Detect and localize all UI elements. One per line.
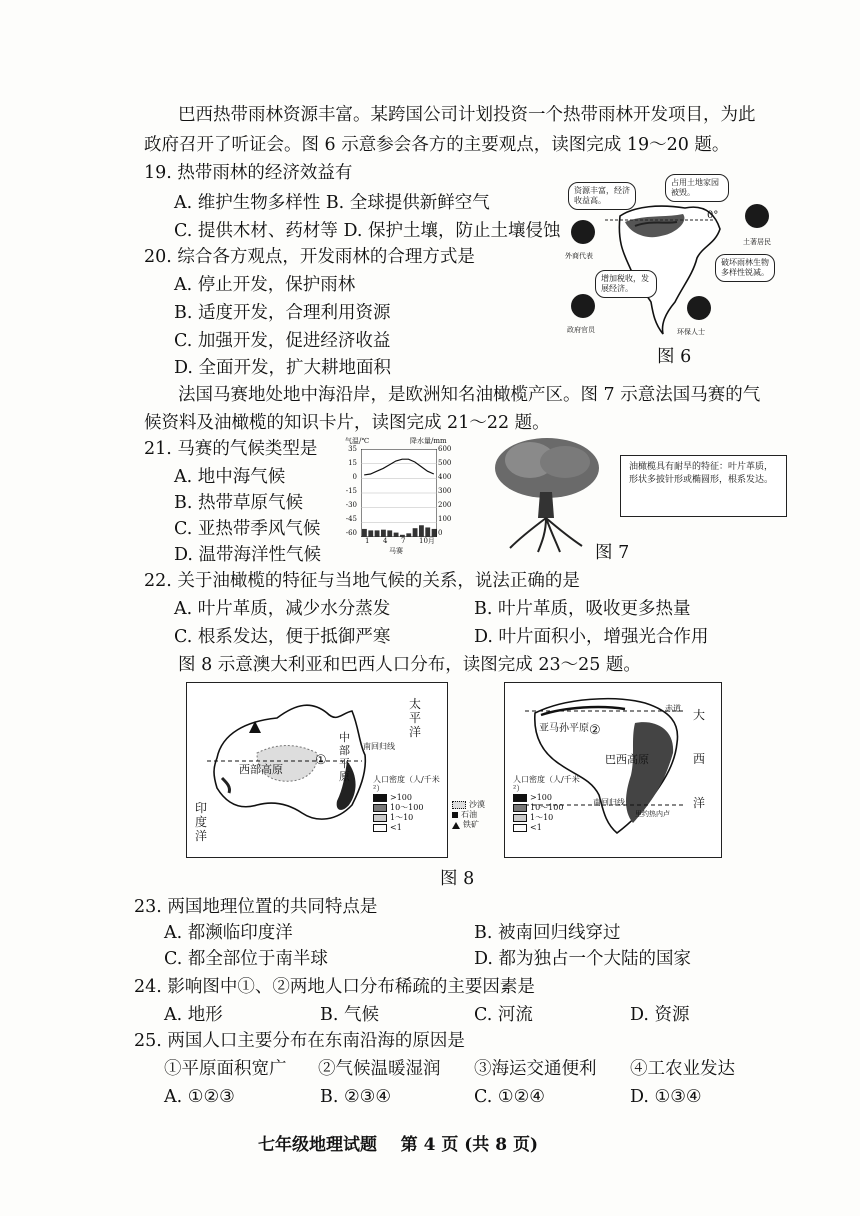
- atlantic-ocean-label: 大西洋: [693, 708, 706, 810]
- foreign-rep-label: 外商代表: [565, 252, 593, 260]
- legend-item: 10～100: [513, 803, 583, 813]
- pacific-ocean-label: 太平洋: [409, 697, 422, 739]
- marker-1: ①: [315, 753, 327, 768]
- option-a: A. 停止开发，保护雨林: [174, 275, 356, 295]
- x-tick: 10月: [419, 537, 435, 545]
- option-a: A. 地形: [164, 1005, 223, 1025]
- y-tick-label: -15: [345, 487, 357, 495]
- indian-ocean-label: 印度洋: [195, 801, 208, 843]
- precipitation-bar: [381, 530, 386, 537]
- y2-tick-label: 100: [438, 515, 452, 523]
- option-b: B. 热带草原气候: [174, 493, 303, 513]
- native-resident-avatar: [745, 204, 769, 228]
- y-tick-label: 0: [352, 473, 357, 481]
- environmentalist-label: 环保人士: [677, 328, 705, 336]
- option-c: C. ①②④: [474, 1087, 545, 1107]
- equator-label: 赤道: [665, 704, 681, 713]
- y2-tick-label: 300: [438, 487, 452, 495]
- intro-line: 政府召开了听证会。图 6 示意参会各方的主要观点，读图完成 19～20 题。: [144, 135, 730, 155]
- legend-item: <1: [513, 823, 583, 833]
- official-label: 政府官员: [567, 326, 595, 334]
- option-c: C. 亚热带季风气候: [174, 519, 321, 539]
- resource-legend: [452, 800, 498, 830]
- option-a: A. 叶片革质，减少水分蒸发: [174, 599, 391, 619]
- y2-tick-label: 0: [438, 529, 443, 537]
- olive-knowledge-card: [620, 455, 787, 517]
- x-tick: 1: [365, 537, 370, 545]
- question-19-options: A. 维护生物多样性 B. 全球提供新鲜空气: [174, 193, 490, 213]
- y-tick-label: 15: [348, 459, 357, 467]
- legend-item: 1～10: [373, 813, 445, 823]
- amazon-plain-label: 亚马孙平原: [539, 723, 589, 734]
- option-d: D. 资源: [630, 1005, 690, 1025]
- option-b: B. 被南回归线穿过: [474, 923, 621, 943]
- question-23-stem: 23. 两国地理位置的共同特点是: [134, 897, 378, 917]
- precipitation-bar: [394, 533, 399, 537]
- option-d: D. 叶片面积小，增强光合作用: [474, 627, 709, 647]
- y2-axis-label: 降水量/mm: [410, 437, 447, 445]
- legend-item: 10～100: [373, 803, 445, 813]
- option-b: B. 气候: [320, 1005, 379, 1025]
- figure-7-caption: 图 7: [595, 543, 630, 563]
- precipitation-bar: [406, 533, 411, 537]
- brazil-map: [504, 682, 722, 858]
- bubble-native-resident: 占用土地家园被毁。: [665, 174, 729, 202]
- australia-legend: [373, 775, 445, 833]
- option-a: A. 地中海气候: [174, 467, 286, 487]
- option-a: A. ①②③: [164, 1087, 235, 1107]
- option-c: C. 都全部位于南半球: [164, 949, 328, 969]
- olive-tree-illustration: [490, 430, 605, 555]
- precipitation-bar: [362, 529, 367, 537]
- native-resident-label: 土著居民: [743, 238, 771, 246]
- y-tick-label: -30: [345, 501, 357, 509]
- card-text: 油橄榄具有耐旱的特征：叶片革质，形状多披针形或椭圆形，根系发达。: [629, 462, 774, 485]
- climate-chart: [335, 437, 475, 562]
- australia-map: [186, 682, 448, 858]
- y-tick-label: 35: [348, 445, 357, 453]
- brazil-legend: [513, 775, 583, 833]
- precipitation-bar: [368, 530, 373, 537]
- figure-6: [565, 174, 780, 344]
- legend-item: 石油: [452, 810, 498, 820]
- tropic-label: 南回归线: [363, 742, 395, 751]
- y-axis-label: 气温/℃: [345, 437, 370, 445]
- y2-tick-label: 500: [438, 459, 452, 467]
- legend-item: <1: [373, 823, 445, 833]
- figure-8-caption: 图 8: [440, 869, 475, 889]
- option-c: C. 根系发达，便于抵御严寒: [174, 627, 391, 647]
- question-21-stem: 21. 马赛的气候类型是: [144, 439, 318, 459]
- legend-item: 1～10: [513, 813, 583, 823]
- official-avatar: [571, 294, 595, 318]
- bubble-foreign-rep: 资源丰富，经济收益高。: [568, 182, 636, 210]
- bubble-official: 增加税收，发展经济。: [595, 270, 657, 298]
- option-b: B. 叶片革质，吸收更多热量: [474, 599, 691, 619]
- central-plain-label: 中部平原: [339, 731, 350, 783]
- question-19-options: C. 提供木材、药材等 D. 保护土壤，防止土壤侵蚀: [174, 221, 561, 241]
- environmentalist-avatar: [687, 296, 711, 320]
- legend-item: >100: [373, 793, 445, 803]
- option-d: D. 温带海洋性气候: [174, 545, 322, 565]
- y-tick-label: -60: [345, 529, 357, 537]
- precipitation-bar: [425, 527, 430, 537]
- question-22-stem: 22. 关于油橄榄的特征与当地气候的关系，说法正确的是: [144, 571, 580, 591]
- climate-plot: [361, 449, 437, 537]
- legend-item: >100: [513, 793, 583, 803]
- option-b: B. ②③④: [320, 1087, 392, 1107]
- statement-2: ②气候温暖湿润: [318, 1059, 441, 1079]
- statement-4: ④工农业发达: [630, 1059, 735, 1079]
- x-tick: 4: [383, 537, 388, 545]
- western-plateau-label: 西部高原: [239, 763, 283, 776]
- legend-title: 人口密度（人/千米²）: [513, 775, 580, 793]
- page-footer: 七年级地理试题 第 4 页 (共 8 页): [258, 1135, 539, 1155]
- legend-title: 人口密度（人/千米²）: [373, 775, 440, 793]
- option-c: C. 加强开发，促进经济收益: [174, 331, 391, 351]
- legend-item: 沙漠: [452, 800, 498, 810]
- station-name: 马赛: [389, 547, 403, 555]
- tropic-label: 南回归线: [593, 798, 625, 807]
- question-24-stem: 24. 影响图中①、②两地人口分布稀疏的主要因素是: [134, 977, 535, 997]
- x-tick: 7: [401, 537, 406, 545]
- precipitation-bar: [413, 528, 418, 537]
- precipitation-bar: [375, 530, 380, 537]
- option-c: C. 河流: [474, 1005, 533, 1025]
- question-19-stem: 19. 热带雨林的经济效益有: [144, 163, 353, 183]
- precipitation-bar: [432, 529, 437, 537]
- equator-label: 0°: [707, 210, 719, 221]
- statement-3: ③海运交通便利: [474, 1059, 597, 1079]
- option-a: A. 都濒临印度洋: [164, 923, 293, 943]
- bubble-environmentalist: 破坏雨林生物多样性锐减。: [715, 254, 775, 282]
- rio-label: 里约热内卢: [635, 810, 670, 818]
- foreign-rep-avatar: [571, 220, 595, 244]
- intro-line: 图 8 示意澳大利亚和巴西人口分布，读图完成 23～25 题。: [178, 655, 641, 675]
- question-25-stem: 25. 两国人口主要分布在东南沿海的原因是: [134, 1031, 465, 1051]
- option-d: D. 都为独占一个大陆的国家: [474, 949, 692, 969]
- statement-1: ①平原面积宽广: [164, 1059, 287, 1079]
- marker-2: ②: [589, 723, 601, 738]
- intro-line: 候资料及油橄榄的知识卡片，读图完成 21～22 题。: [144, 413, 550, 433]
- option-d: D. ①③④: [630, 1087, 702, 1107]
- legend-item: 铁矿: [452, 820, 498, 830]
- option-d: D. 全面开发，扩大耕地面积: [174, 358, 392, 378]
- intro-line: 法国马赛地处地中海沿岸，是欧洲知名油橄榄产区。图 7 示意法国马赛的气: [178, 385, 761, 405]
- y2-tick-label: 400: [438, 473, 452, 481]
- option-b: B. 适度开发，合理利用资源: [174, 303, 391, 323]
- figure-6-caption: 图 6: [657, 347, 692, 367]
- y2-tick-label: 600: [438, 445, 452, 453]
- y2-tick-label: 200: [438, 501, 452, 509]
- intro-line: 巴西热带雨林资源丰富。某跨国公司计划投资一个热带雨林开发项目，为此: [178, 105, 756, 125]
- brazil-highland-label: 巴西高原: [605, 753, 649, 766]
- y-tick-label: -45: [345, 515, 357, 523]
- precipitation-bar: [419, 525, 424, 537]
- question-20-stem: 20. 综合各方观点，开发雨林的合理方式是: [144, 247, 475, 267]
- precipitation-bar: [387, 530, 392, 537]
